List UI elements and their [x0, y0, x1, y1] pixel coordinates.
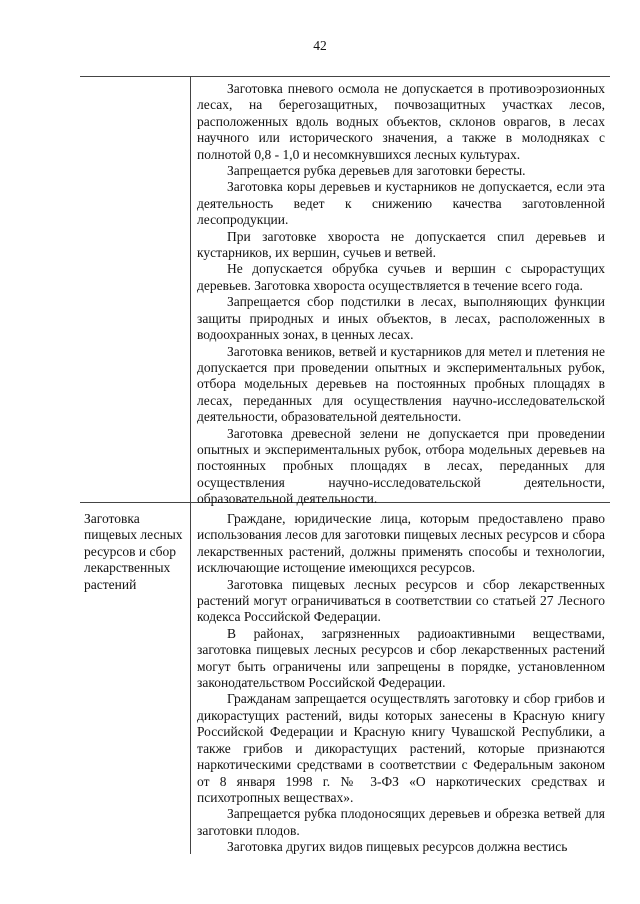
row2-paragraph: Граждане, юридические лица, которым предоставлено право использования лесов для заготовки пищевых лесных ресурсов и сбора лекарственных растений, должны применять способы и технологии, исключающие истощение имеющихся ресурсов. — [197, 511, 605, 576]
row1-paragraph: Заготовка веников, ветвей и кустарников для метел и плетения не допускается при проведении опытных и экспериментальных рубок, отбора модельных деревьев на постоянных пробных площадях в лесах, переданных для осуществления научно-исследовательской деятельности, образовательной деятельности. — [197, 343, 605, 425]
row1-paragraph: Заготовка пневого осмола не допускается в противоэрозионных лесах, на берегозащитных, почвозащитных участках лесов, расположенных вдоль водных объектов, склонов оврагов, в лесах научного или исторического значения, а также в молодняках с полнотой 0,8 - 1,0 и несомкнувшихся лесных культурах. — [197, 81, 605, 162]
row2-paragraph: Заготовка других видов пищевых ресурсов должна вестись — [227, 839, 568, 855]
column-divider — [190, 76, 191, 854]
page-number: 42 — [313, 38, 327, 53]
row1-paragraph: Заготовка коры деревьев и кустарников не допускается, если эта деятельность ведет к снижению качества заготовленной лесопродукции. — [197, 179, 605, 228]
row1-paragraph: При заготовке хвороста не допускается спил деревьев и кустарников, их вершин, сучьев и ветвей. — [197, 228, 605, 261]
row2-paragraph: Запрещается рубка плодоносящих деревьев и обрезка ветвей для заготовки плодов. — [197, 806, 605, 838]
row2-label-text: Заготовка пищевых лесных ресурсов и сбор лекарственных растений — [84, 511, 183, 592]
regulations-table — [80, 76, 610, 854]
row2-paragraph: В районах, загрязненных радиоактивными веществами, заготовка пищевых лесных ресурсов и сбор лекарственных растений могут быть ограничены или запрещены в порядке, установленном законодательством Российской Федерации. — [197, 625, 605, 691]
table-top-border — [80, 76, 610, 77]
row2-paragraph: Заготовка пищевых лесных ресурсов и сбор лекарственных растений могут ограничиваться в соответствии со статьей 27 Лесного кодекса Российской Федерации. — [197, 576, 605, 625]
row2-label — [84, 511, 188, 593]
row1-paragraph: Запрещается сбор подстилки в лесах, выполняющих функции защиты природных и иных объектов, в лесах, расположенных в водоохранных зонах, в ценных лесах. — [197, 294, 605, 343]
row2-content — [197, 511, 605, 856]
row1-paragraph: Не допускается обрубка сучьев и вершин с сырорастущих деревьев. Заготовка хвороста осуществляется в течение всего года. — [197, 261, 605, 293]
row1-paragraph: Запрещается рубка деревьев для заготовки бересты. — [227, 163, 526, 179]
row1-content — [197, 81, 605, 508]
row1-paragraph: Заготовка древесной зелени не допускается при проведении опытных и экспериментальных рубок, отбора модельных деревьев на постоянных пробных площадях в лесах, переданных для осуществления научно-исследовательской деятельности, образовательной деятельности. — [197, 425, 605, 507]
row2-paragraph: Гражданам запрещается осуществлять заготовку и сбор грибов и дикорастущих растений, виды которых занесены в Красную книгу Российской Федерации и Красную книгу Чувашской Республики, а также грибов и дикорастущих растений, которые признаются наркотическими средствами в соответствии с Федеральным законом от 8 января 1998 г. № 3-ФЗ «О наркотических средствах и психотропных веществах». — [197, 691, 605, 805]
